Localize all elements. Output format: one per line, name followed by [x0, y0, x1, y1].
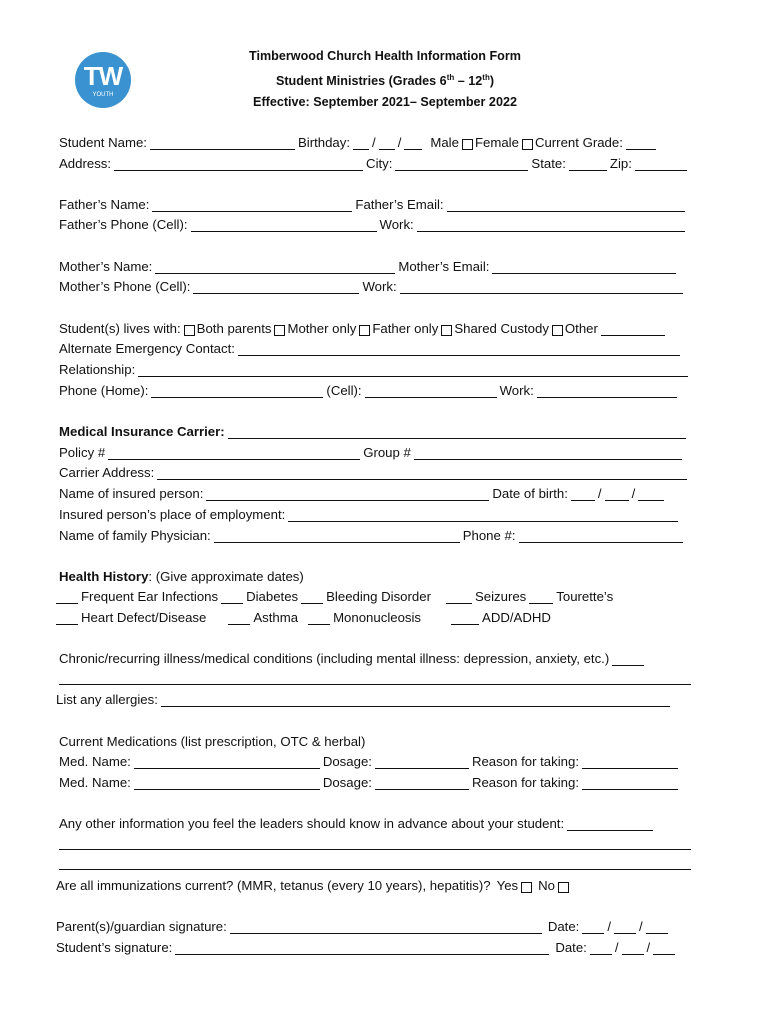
student-signature-row: Student’s signature: Date: / / [56, 937, 678, 955]
mother-phone-field[interactable] [193, 280, 359, 294]
student-date-year-field[interactable] [653, 941, 675, 955]
other-info-field[interactable] [567, 817, 653, 831]
mother-name-field[interactable] [155, 260, 395, 274]
home-phone-field[interactable] [151, 384, 323, 398]
physician-phone-field[interactable] [519, 529, 683, 543]
father-name-field[interactable] [152, 198, 352, 212]
reason-1-field[interactable] [582, 755, 678, 769]
alt-work-field[interactable] [537, 384, 677, 398]
insured-row: Name of insured person: Date of birth: / / [59, 483, 667, 501]
med-name-1-field[interactable] [134, 755, 320, 769]
asthma-field[interactable] [228, 611, 250, 625]
state-field[interactable] [569, 157, 607, 171]
carrier-address-row: Carrier Address: [59, 462, 690, 480]
form-header [200, 46, 570, 113]
other-checkbox[interactable] [552, 325, 563, 336]
header-subtitle: Student Ministries (Grades 6th – 12th) [275, 73, 495, 89]
father-phone-field[interactable] [191, 218, 377, 232]
immunization-row: Are all immunizations current? (MMR, tetanus (every 10 years), hepatitis)? Yes No [56, 875, 571, 893]
father-email-field[interactable] [447, 198, 685, 212]
address-field[interactable] [114, 157, 363, 171]
father-phone-row: Father’s Phone (Cell): Work: [59, 214, 688, 232]
other-field[interactable] [601, 322, 665, 336]
chronic-field[interactable] [612, 652, 644, 666]
chronic-line-2[interactable] [59, 684, 691, 685]
physician-row: Name of family Physician: Phone #: [59, 525, 686, 543]
heart-field[interactable] [56, 611, 78, 625]
alt-contact-field[interactable] [238, 342, 680, 356]
father-work-field[interactable] [417, 218, 685, 232]
med-row-2: Med. Name: Dosage: Reason for taking: [59, 772, 681, 790]
med-name-2-field[interactable] [134, 776, 320, 790]
female-checkbox[interactable] [522, 139, 533, 150]
address-row: Address: City: State: Zip: [59, 153, 690, 171]
shared-custody-checkbox[interactable] [441, 325, 452, 336]
dosage-1-field[interactable] [375, 755, 469, 769]
allergies-field[interactable] [161, 693, 670, 707]
alt-phone-row: Phone (Home): (Cell): Work: [59, 380, 680, 398]
parent-date-day-field[interactable] [614, 920, 636, 934]
student-row: Student Name: Birthday: / / Male Female Current Grade: [59, 132, 659, 150]
mono-field[interactable] [308, 611, 330, 625]
policy-row: Policy # Group # [59, 442, 685, 460]
carrier-row: Medical Insurance Carrier: [59, 421, 689, 439]
dosage-2-field[interactable] [375, 776, 469, 790]
dob-year-field[interactable] [638, 487, 664, 501]
history-row-2: Heart Defect/Disease Asthma Mononucleosis ADD/ADHD [56, 607, 551, 625]
dob-day-field[interactable] [605, 487, 629, 501]
dob-month-field[interactable] [571, 487, 595, 501]
policy-field[interactable] [108, 446, 360, 460]
employment-row: Insured person’s place of employment: [59, 504, 681, 522]
meds-title-row: Current Medications (list prescription, OTC & herbal) [59, 734, 366, 749]
carrier-address-field[interactable] [157, 466, 687, 480]
parent-date-month-field[interactable] [582, 920, 604, 934]
tourettes-field[interactable] [529, 590, 553, 604]
reason-2-field[interactable] [582, 776, 678, 790]
logo-sub: YOUTH [92, 92, 114, 98]
other-info-row: Any other information you feel the leaders should know in advance about your student: [59, 813, 656, 831]
mother-row: Mother’s Name: Mother’s Email: [59, 256, 679, 274]
allergies-row: List any allergies: [56, 689, 673, 707]
header-effective: Effective: September 2021– September 2022 [253, 95, 517, 110]
carrier-field[interactable] [228, 425, 686, 439]
history-row-1: Frequent Ear Infections Diabetes Bleeding Disorder Seizures Tourette’s [56, 586, 613, 604]
both-parents-checkbox[interactable] [184, 325, 195, 336]
student-date-month-field[interactable] [590, 941, 612, 955]
parent-signature-field[interactable] [230, 920, 542, 934]
immun-no-checkbox[interactable] [558, 882, 569, 893]
other-info-line-2[interactable] [59, 849, 691, 850]
alt-contact-row: Alternate Emergency Contact: [59, 338, 683, 356]
city-field[interactable] [395, 157, 528, 171]
cell-phone-field[interactable] [365, 384, 497, 398]
chronic-row: Chronic/recurring illness/medical conditions (including mental illness: depression, anxiety, etc.) [59, 648, 647, 666]
bleeding-field[interactable] [301, 590, 323, 604]
group-field[interactable] [414, 446, 682, 460]
tw-youth-logo [75, 52, 131, 108]
diabetes-field[interactable] [221, 590, 243, 604]
mother-email-field[interactable] [492, 260, 676, 274]
ear-infections-field[interactable] [56, 590, 78, 604]
student-date-day-field[interactable] [622, 941, 644, 955]
mother-only-checkbox[interactable] [274, 325, 285, 336]
father-only-checkbox[interactable] [359, 325, 370, 336]
male-checkbox[interactable] [462, 139, 473, 150]
history-title-row: Health History : (Give approximate dates) [59, 569, 304, 584]
lives-with-row: Student(s) lives with: Both parents Mother only Father only Shared Custody Other [59, 318, 668, 336]
insured-name-field[interactable] [206, 487, 489, 501]
father-row: Father’s Name: Father’s Email: [59, 194, 688, 212]
other-info-line-3[interactable] [59, 869, 691, 870]
immun-yes-checkbox[interactable] [521, 882, 532, 893]
add-adhd-field[interactable] [451, 611, 479, 625]
parent-signature-row: Parent(s)/guardian signature: Date: / / [56, 916, 671, 934]
mother-work-field[interactable] [400, 280, 683, 294]
parent-date-year-field[interactable] [646, 920, 668, 934]
header-title: Timberwood Church Health Information Form [249, 49, 521, 63]
student-name-field[interactable] [150, 136, 295, 150]
zip-field[interactable] [635, 157, 687, 171]
employment-field[interactable] [288, 508, 678, 522]
med-row-1: Med. Name: Dosage: Reason for taking: [59, 751, 681, 769]
birthday-day-field[interactable] [379, 136, 395, 150]
seizures-field[interactable] [446, 590, 472, 604]
student-signature-field[interactable] [175, 941, 549, 955]
grade-field[interactable] [626, 136, 656, 150]
birthday-month-field[interactable] [353, 136, 369, 150]
relationship-row: Relationship: [59, 359, 691, 377]
logo-letters: TW [83, 61, 123, 91]
relationship-field[interactable] [138, 363, 688, 377]
mother-phone-row: Mother’s Phone (Cell): Work: [59, 276, 686, 294]
birthday-year-field[interactable] [404, 136, 422, 150]
physician-field[interactable] [214, 529, 460, 543]
